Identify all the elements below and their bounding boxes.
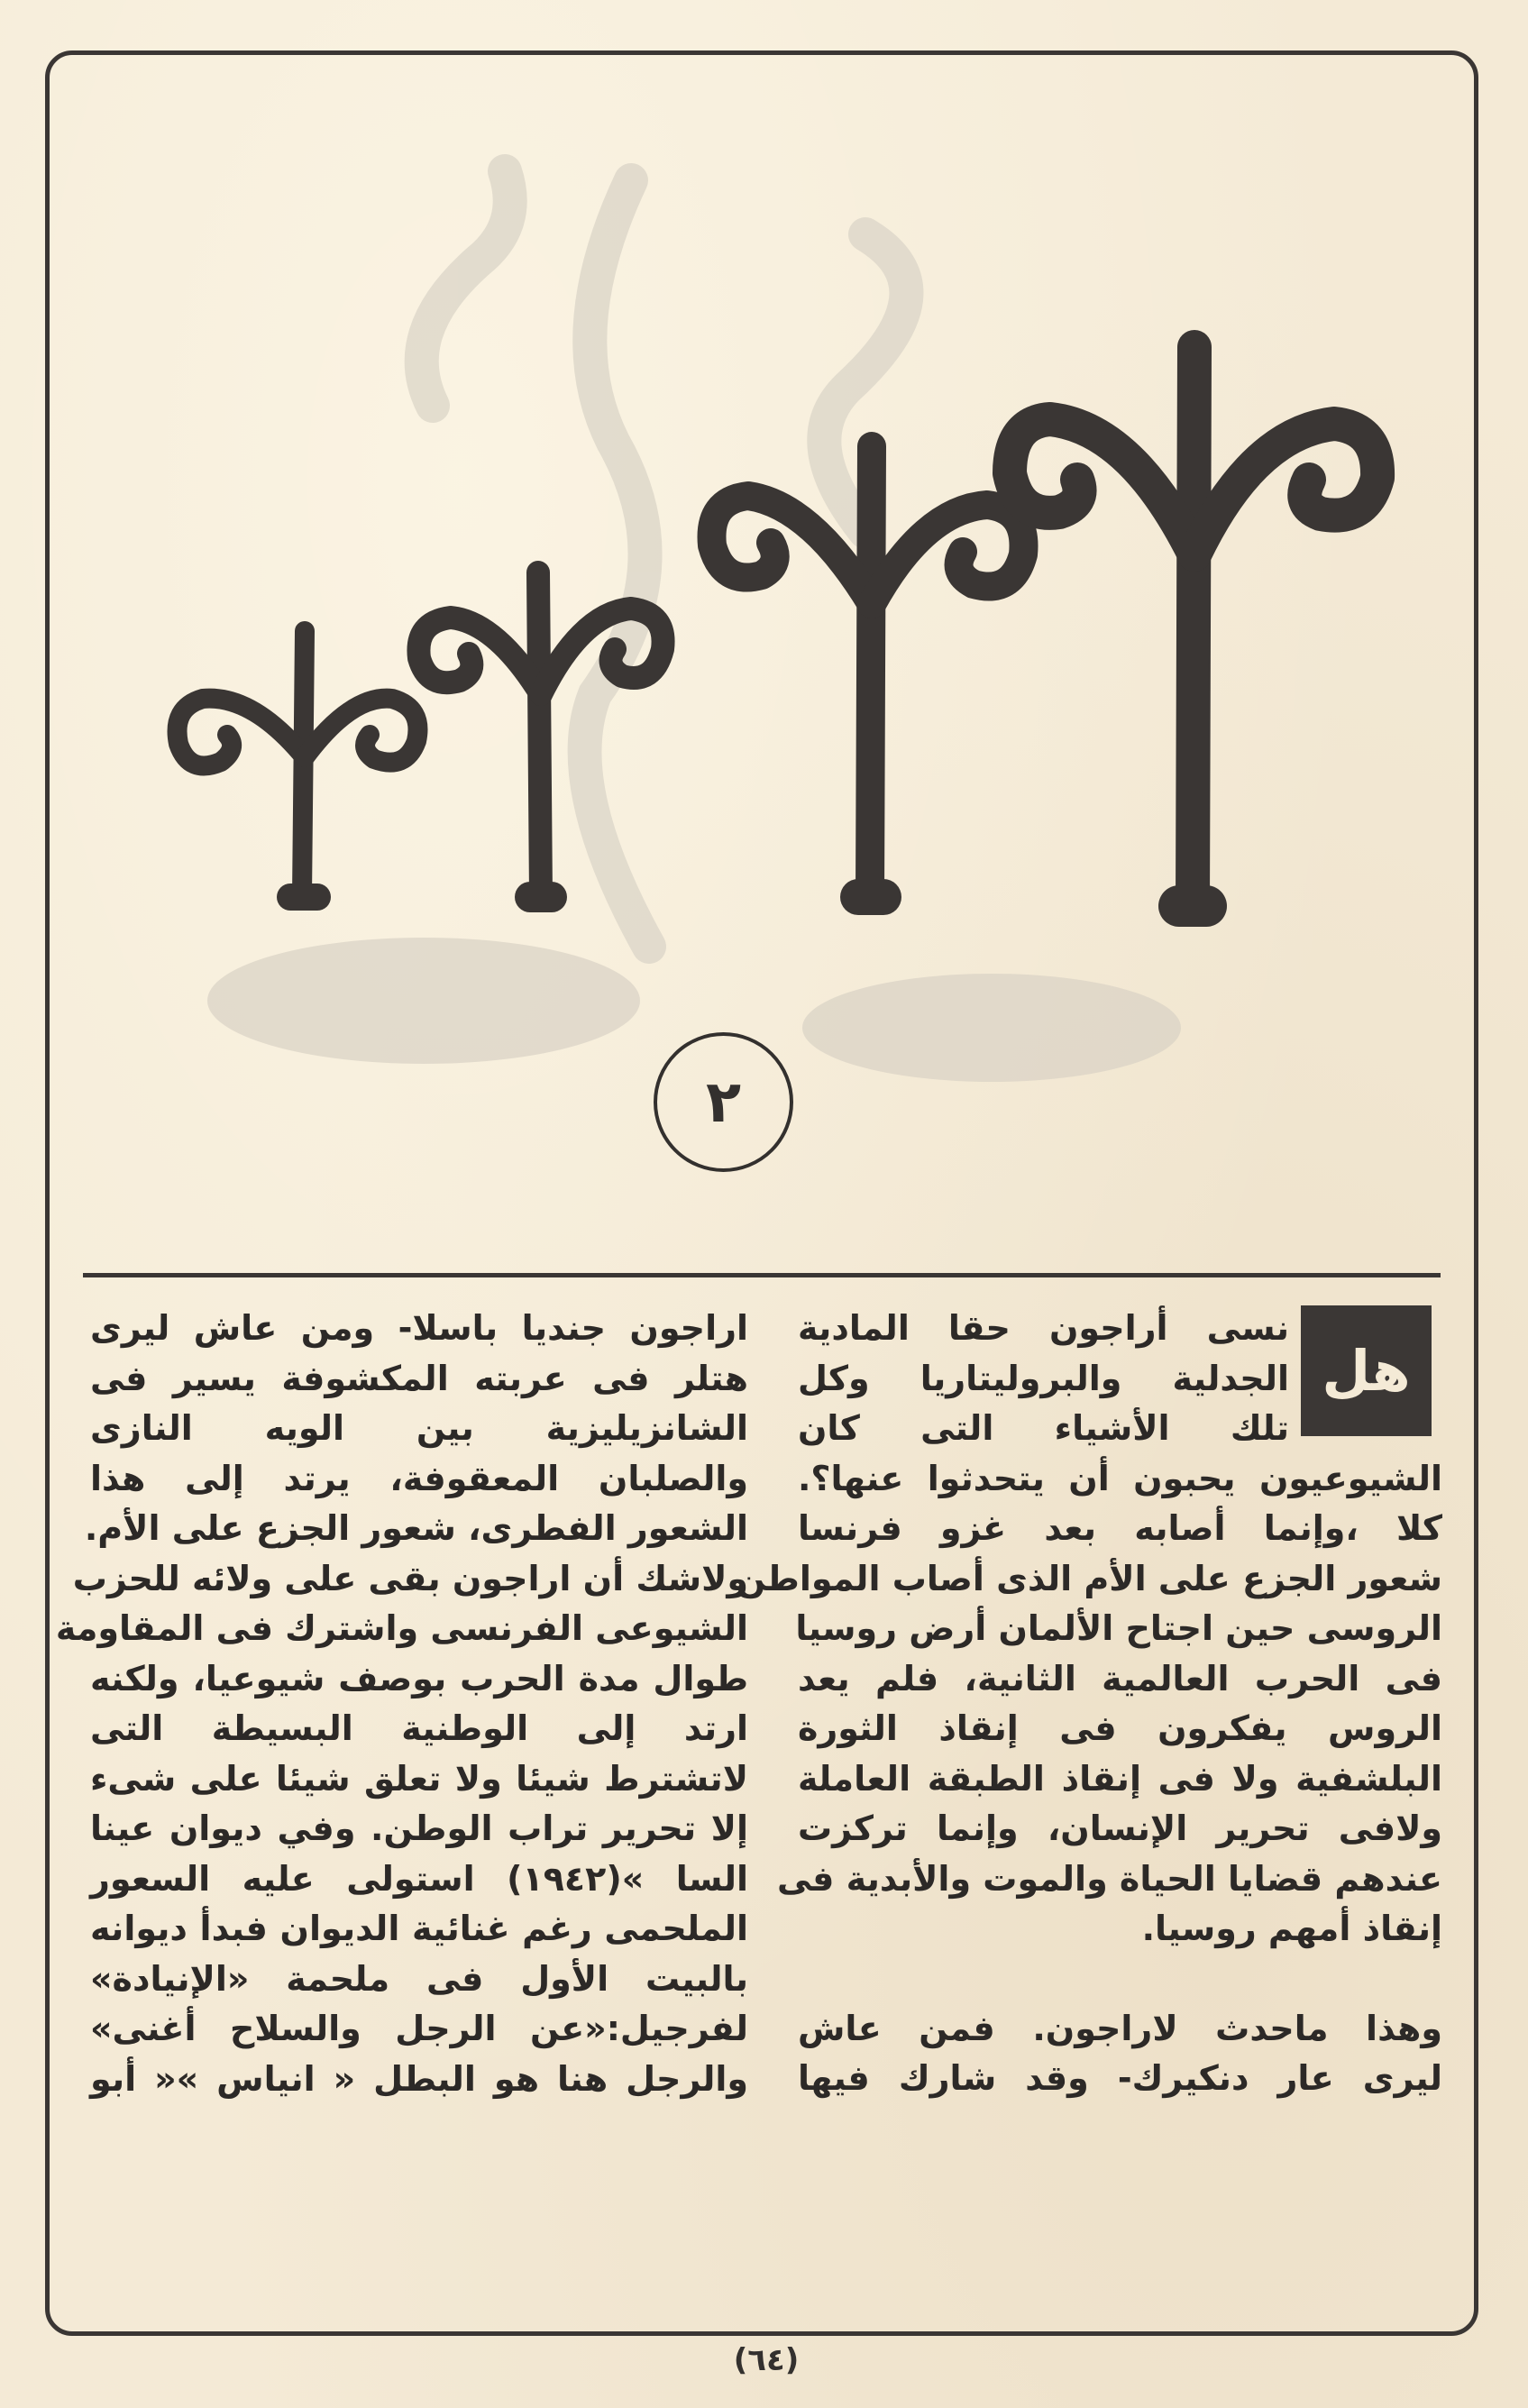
- paragraph-gap: [798, 1955, 1442, 2004]
- scroll-symbol-1-icon: [178, 631, 418, 897]
- scroll-symbol-3-icon: [712, 446, 1024, 897]
- page-number: (٦٤): [733, 2342, 800, 2378]
- initial-word: هل: [1322, 1338, 1411, 1404]
- text-line: الروس يفكرون فى إنقاذ الثورة: [798, 1708, 1442, 1748]
- text-line: طوال مدة الحرب بوصف شيوعيا، ولكنه: [90, 1658, 748, 1698]
- article-column-right: [736, 1304, 1442, 2104]
- figure-number-circle: [654, 1032, 793, 1172]
- section-divider: [83, 1273, 1441, 1277]
- figure-number: ٢: [705, 1068, 742, 1136]
- text-line: السا »(١٩٤٢) استولى عليه السعور: [90, 1858, 749, 1899]
- text-line: الجدلية والبروليتاريا وكل: [798, 1358, 1289, 1398]
- text-line: ولافى تحرير الإنسان، وإنما تركزت: [798, 1808, 1442, 1848]
- text-line: البلشفية ولا فى إنقاذ الطبقة العاملة: [798, 1758, 1442, 1799]
- text-line: لفرجيل:«عن الرجل والسلاح أغنى»: [90, 2009, 748, 2048]
- text-line: ليرى عار دنكيرك- وقد شارك فيها: [798, 2058, 1442, 2098]
- scroll-symbol-2-icon: [418, 572, 663, 897]
- text-line: الشانزيليزية بين الويه النازى: [90, 1408, 748, 1448]
- text-line: بالبيت الأول فى ملحمة «الإنيادة»: [90, 1958, 748, 1999]
- text-line: فى الحرب العالمية الثانية، فلم يعد: [798, 1658, 1442, 1698]
- text-line: والرجل هنا هو البطل « انياس »« أبو: [90, 2058, 748, 2099]
- text-line: شعور الجزع على الأم الذى أصاب المواطن: [736, 1558, 1442, 1598]
- text-line: إلا تحرير تراب الوطن. وفي ديوان عينا: [90, 1808, 748, 1848]
- text-line: الملحمى رغم غنائية الديوان فبدأ ديوانه: [90, 1909, 748, 1948]
- text-line: الشيوعيون يحبون أن يتحدثوا عنها؟.: [798, 1458, 1442, 1498]
- text-line: ولاشك أن اراجون بقى على ولائه للحزب: [72, 1558, 748, 1598]
- text-line: نسى أراجون حقا المادية: [798, 1308, 1289, 1348]
- article-column-left: [55, 1304, 749, 2104]
- text-line: الشيوعى الفرنسى واشترك فى المقاومة: [55, 1608, 748, 1648]
- text-line: الشعور الفطرى، شعور الجزع على الأم.: [84, 1508, 748, 1548]
- text-line: عندهم قضايا الحياة والموت والأبدية فى: [777, 1858, 1442, 1899]
- scroll-symbol-4-icon: [1010, 347, 1377, 906]
- text-line: تلك الأشياء التى كان: [798, 1408, 1289, 1448]
- text-line: هتلر فى عربته المكشوفة يسير فى: [90, 1358, 748, 1398]
- text-line: والصلبان المعقوفة، يرتد إلى هذا: [90, 1458, 748, 1498]
- text-line: إنقاذ أمهم روسيا.: [1141, 1909, 1442, 1948]
- text-line: وهذا ماحدث لاراجون. فمن عاش: [798, 2008, 1442, 2048]
- text-line: كلا ،وإنما أصابه بعد غزو فرنسا: [798, 1508, 1442, 1548]
- text-line: الروسى حين اجتاح الألمان أرض روسيا: [795, 1608, 1442, 1648]
- text-line: ارتد إلى الوطنية البسيطة التى: [90, 1708, 748, 1748]
- text-line: اراجون جنديا باسلا- ومن عاش ليرى: [90, 1308, 748, 1348]
- text-line: لاتشترط شيئا ولا تعلق شيئا على شىء: [90, 1758, 748, 1799]
